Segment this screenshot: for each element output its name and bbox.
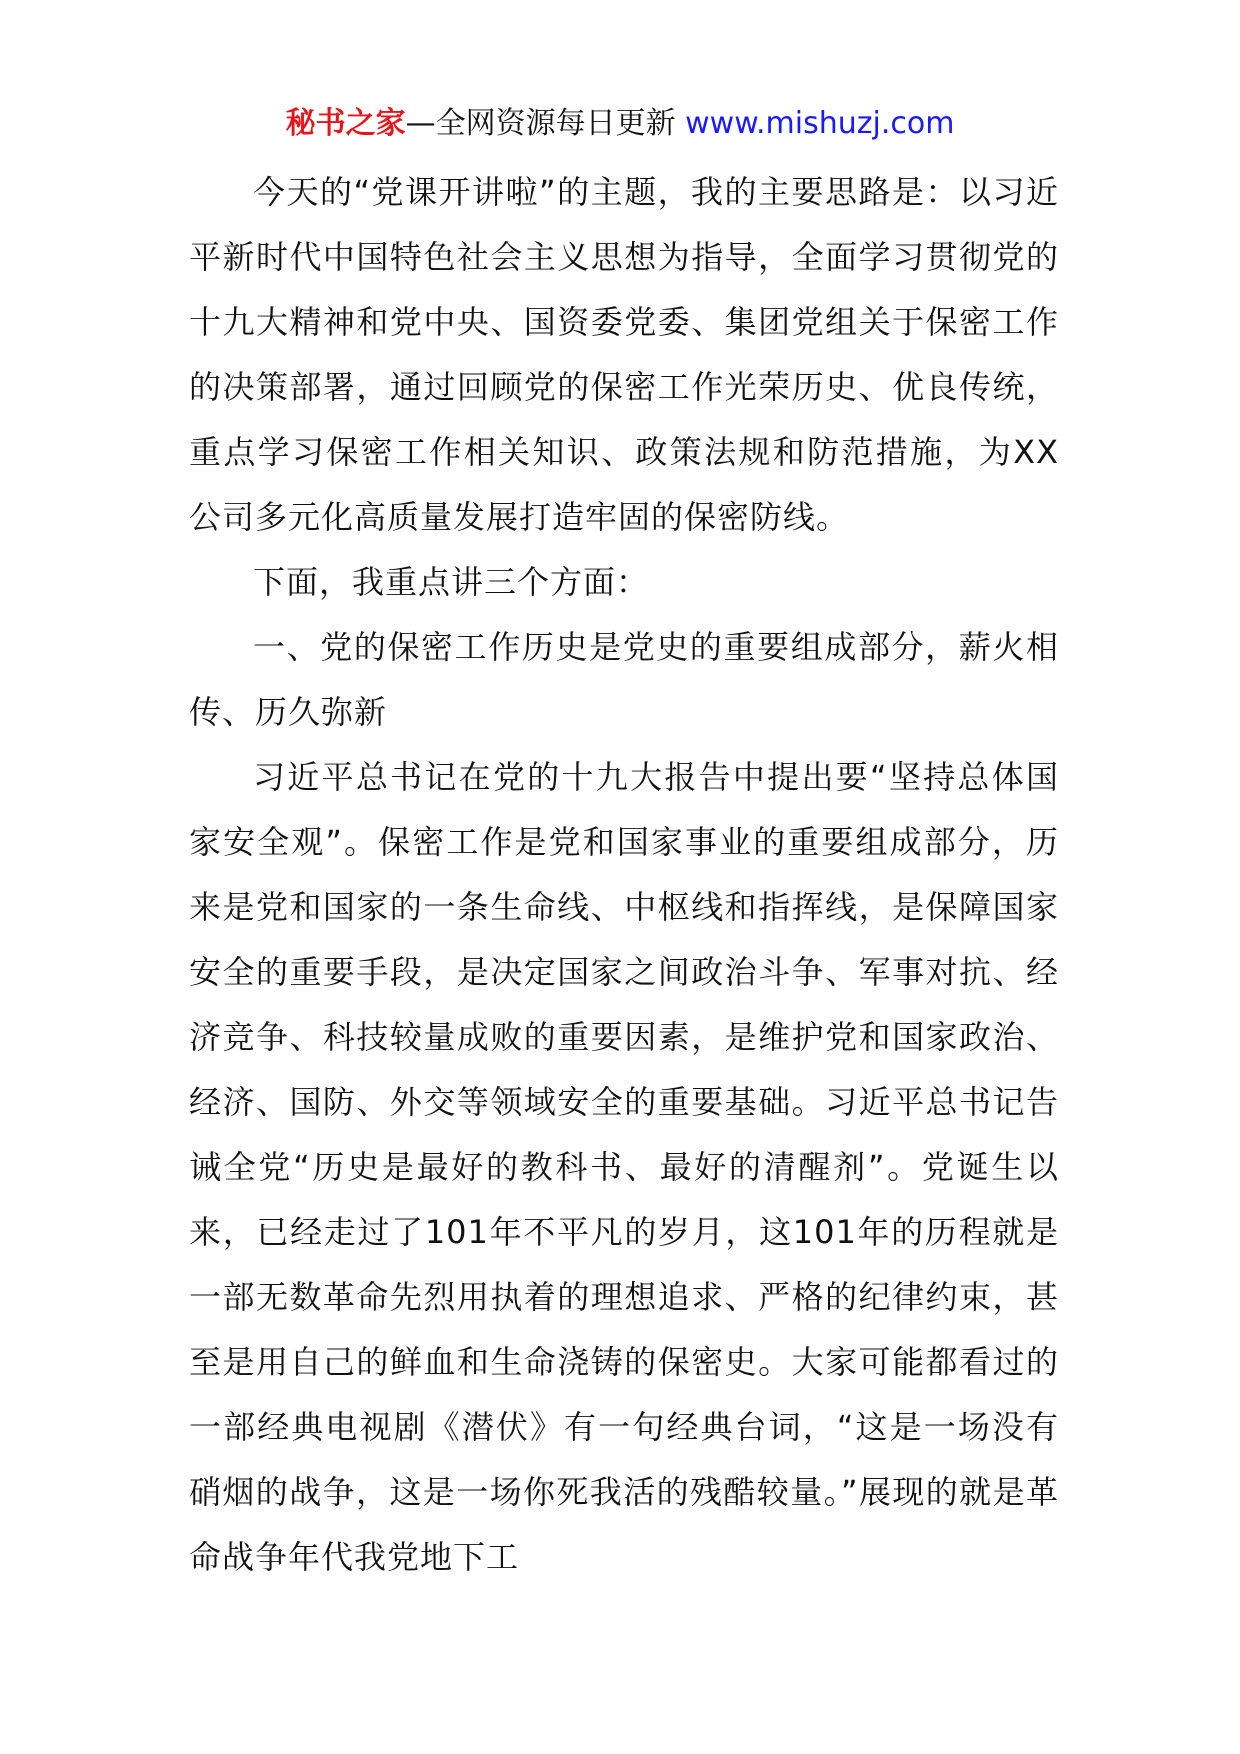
- section-heading: 一、党的保密工作历史是党史的重要组成部分，薪火相传、历久弥新: [189, 628, 1059, 731]
- document-body: [189, 160, 1059, 1590]
- intro-paragraph: 今天的“党课开讲啦”的主题，我的主要思路是：以习近平新时代中国特色社会主义思想为指导，全面学习贯彻党的十九大精神和党中央、国资委党委、集团党组关于保密工作的决策部署，通过回顾党的保密工作光荣历史、优良传统，重点学习保密工作相关知识、政策法规和防范措施，为XX公司多元化高质量发展打造牢固的保密防线。: [189, 173, 1059, 536]
- header-tagline: —全网资源每日更新: [405, 106, 686, 141]
- page-header: [0, 104, 1240, 144]
- outline-paragraph: 下面，我重点讲三个方面：: [253, 563, 650, 601]
- brand-name: 秘书之家: [285, 106, 406, 141]
- body-paragraph: 习近平总书记在党的十九大报告中提出要“坚持总体国家安全观”。保密工作是党和国家事业的重要组成部分，历来是党和国家的一条生命线、中枢线和指挥线，是保障国家安全的重要手段，是决定国家之间政治斗争、军事对抗、经济竞争、科技较量成败的重要因素，是维护党和国家政治、经济、国防、外交等领域安全的重要基础。习近平总书记告诫全党“历史是最好的教科书、最好的清醒剂”。党诞生以来，已经走过了101年不平凡的岁月，这101年的历程就是一部无数革命先烈用执着的理想追求、严格的纪律约束，甚至是用自己的鲜血和生命浇铸的保密史。大家可能都看过的一部经典电视剧《潜伏》有一句经典台词，“这是一场没有硝烟的战争，这是一场你死我活的残酷较量。”展现的就是革命战争年代我党地下工: [189, 758, 1059, 1576]
- site-url-link[interactable]: www.mishuzj.com: [685, 106, 955, 141]
